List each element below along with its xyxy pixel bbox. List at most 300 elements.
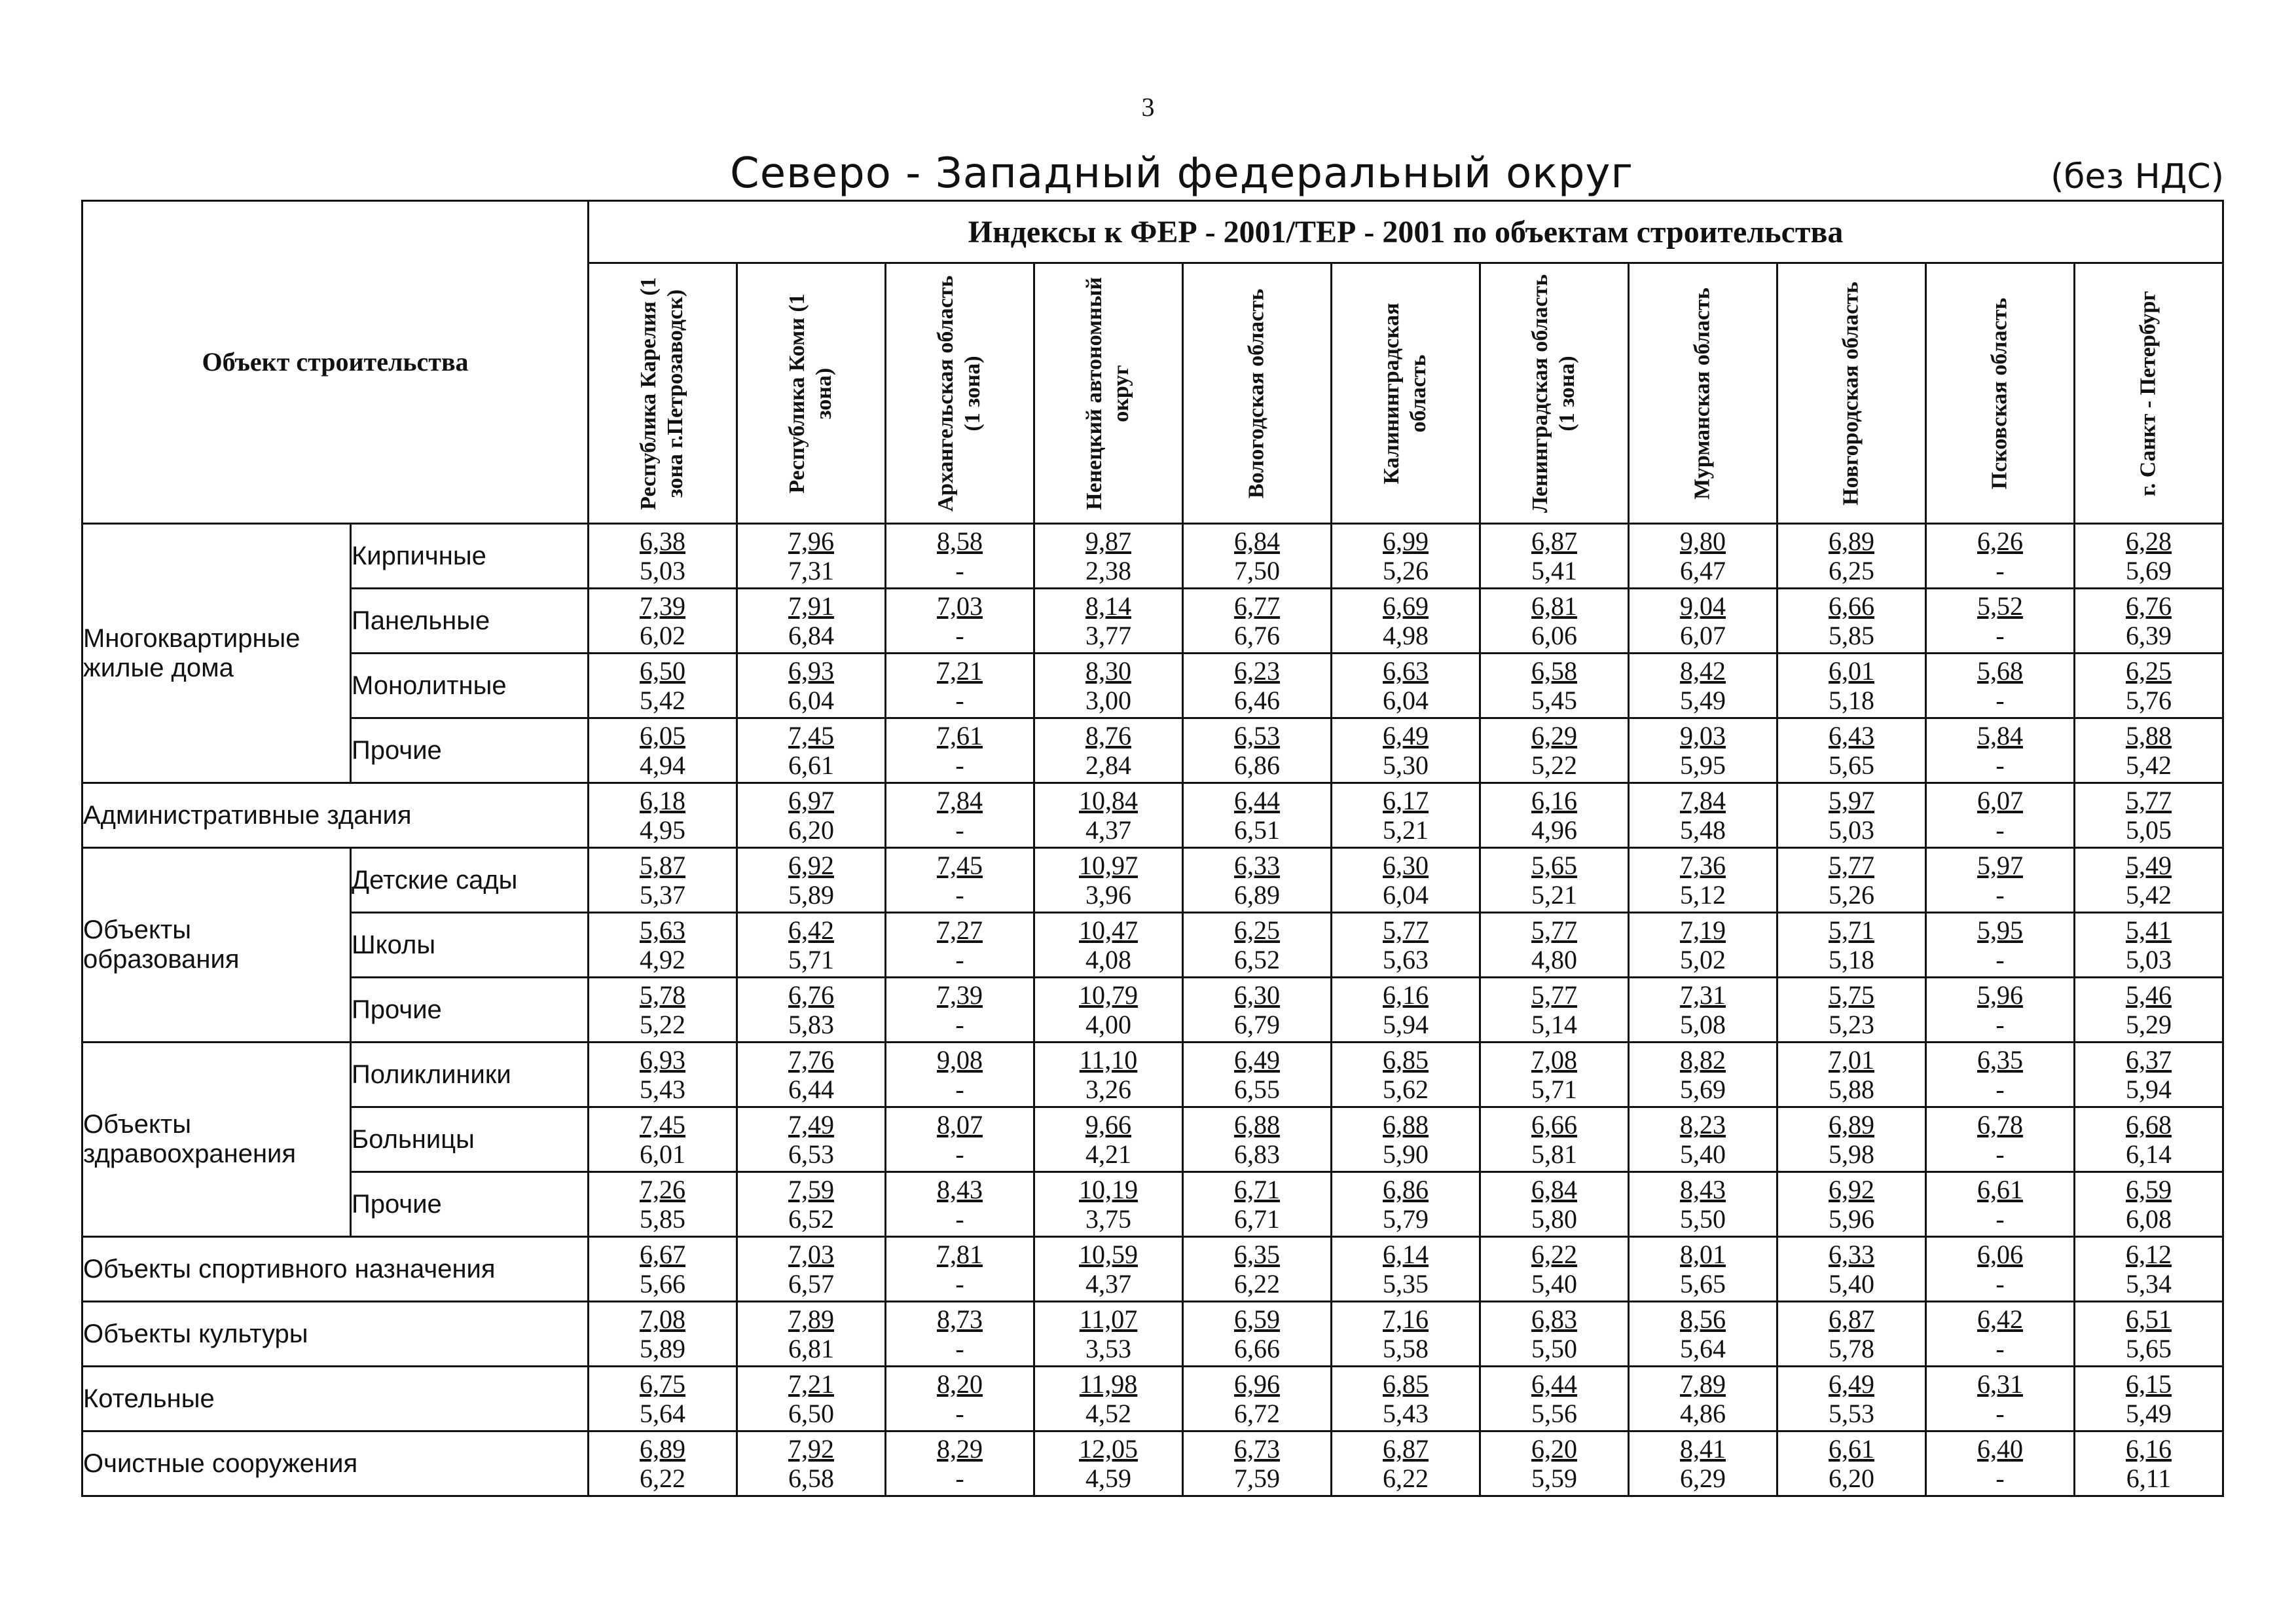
index-cell: [886, 848, 1034, 913]
fer-index-value: 10,19: [1079, 1175, 1139, 1204]
index-cell: [737, 589, 886, 654]
fer-index-value: 6,25: [1234, 915, 1281, 945]
fer-index-value: 6,50: [640, 656, 686, 686]
table-row: [82, 718, 2223, 783]
index-cell: [1480, 718, 1629, 783]
ter-index-value: 5,03: [640, 556, 686, 585]
fer-index-value: 7,08: [640, 1304, 686, 1334]
fer-index-value: 5,87: [640, 851, 686, 880]
fer-index-value: 6,88: [1383, 1110, 1429, 1139]
index-cell: [1777, 654, 1926, 718]
table-row: [82, 1367, 2223, 1431]
fer-index-value: 5,49: [2126, 851, 2172, 880]
ter-index-value: 3,75: [1085, 1204, 1132, 1234]
ter-index-value: 3,26: [1085, 1075, 1132, 1104]
index-cell: [886, 1431, 1034, 1496]
ter-index-value: -: [955, 1075, 964, 1104]
object-subtype: Панельные: [351, 589, 589, 654]
ter-index-value: 5,95: [1680, 750, 1726, 780]
ter-index-value: 5,34: [2126, 1269, 2172, 1299]
ter-index-value: 5,64: [640, 1399, 686, 1428]
ter-index-value: 5,23: [1829, 1010, 1875, 1039]
ter-index-value: -: [955, 621, 964, 650]
index-cell: [1777, 1431, 1926, 1496]
fer-index-value: 5,84: [1977, 721, 2024, 750]
fer-index-value: 5,41: [2126, 915, 2172, 945]
region-header: [589, 263, 737, 524]
ter-index-value: 6,51: [1234, 815, 1281, 845]
fer-index-value: 7,03: [788, 1240, 835, 1269]
table-row: [82, 1043, 2223, 1107]
region-label: Мурманская область: [1690, 287, 1715, 500]
index-cell: [737, 1237, 886, 1302]
ter-index-value: 6,22: [640, 1464, 686, 1493]
index-cell: [1183, 1043, 1332, 1107]
index-cell: [1332, 1043, 1480, 1107]
index-cell: [589, 1172, 737, 1237]
ter-index-value: 5,69: [2126, 556, 2172, 585]
fer-index-value: 6,44: [1531, 1369, 1578, 1399]
ter-index-value: 5,69: [1680, 1075, 1726, 1104]
fer-index-value: 6,15: [2126, 1369, 2172, 1399]
ter-index-value: 6,53: [788, 1139, 835, 1169]
ter-index-value: 6,04: [788, 686, 835, 715]
index-cell: [1183, 848, 1332, 913]
index-cell: [1034, 978, 1183, 1043]
ter-index-value: 5,48: [1680, 815, 1726, 845]
index-cell: [1183, 1172, 1332, 1237]
fer-index-value: 6,16: [1531, 786, 1578, 815]
index-cell: [737, 1107, 886, 1172]
index-cell: [1332, 1172, 1480, 1237]
ter-index-value: 6,22: [1234, 1269, 1281, 1299]
fer-index-value: 6,73: [1234, 1434, 1281, 1464]
ter-index-value: 5,98: [1829, 1139, 1875, 1169]
index-cell: [589, 783, 737, 848]
fer-index-value: 7,76: [788, 1045, 835, 1075]
index-cell: [1480, 913, 1629, 978]
index-cell: [1332, 1107, 1480, 1172]
index-cell: [1183, 1237, 1332, 1302]
region-label: Псковская область: [1987, 297, 2012, 489]
fer-index-value: 7,89: [1680, 1369, 1726, 1399]
fer-index-value: 8,76: [1085, 721, 1132, 750]
region-header: [1034, 263, 1183, 524]
index-cell: [2075, 978, 2223, 1043]
ter-index-value: 4,94: [640, 750, 686, 780]
ter-index-value: 4,37: [1085, 815, 1132, 845]
fer-index-value: 7,84: [1680, 786, 1726, 815]
index-cell: [2075, 783, 2223, 848]
ter-index-value: 6,76: [1234, 621, 1281, 650]
fer-index-value: 6,49: [1829, 1369, 1875, 1399]
ter-index-value: 5,40: [1829, 1269, 1875, 1299]
index-cell: [1034, 1302, 1183, 1367]
ter-index-value: 5,42: [2126, 880, 2172, 910]
ter-index-value: 6,72: [1234, 1399, 1281, 1428]
index-cell: [1777, 848, 1926, 913]
fer-index-value: 7,49: [788, 1110, 835, 1139]
fer-index-value: 10,59: [1079, 1240, 1139, 1269]
index-cell: [886, 978, 1034, 1043]
index-cell: [1480, 1237, 1629, 1302]
ter-index-value: 7,31: [788, 556, 835, 585]
ter-index-value: 6,47: [1680, 556, 1726, 585]
fer-index-value: 9,03: [1680, 721, 1726, 750]
fer-index-value: 9,80: [1680, 526, 1726, 556]
table-body: [82, 524, 2223, 1496]
page-title: Северо - Западный федеральный округ: [730, 149, 1634, 198]
index-cell: [589, 978, 737, 1043]
ter-index-value: 5,22: [640, 1010, 686, 1039]
ter-index-value: 6,44: [788, 1075, 835, 1104]
index-cell: [1926, 783, 2075, 848]
fer-index-value: 5,71: [1829, 915, 1875, 945]
ter-index-value: 6,01: [640, 1139, 686, 1169]
ter-index-value: 6,50: [788, 1399, 835, 1428]
index-cell: [2075, 1302, 2223, 1367]
index-cell: [1777, 1172, 1926, 1237]
index-cell: [737, 848, 886, 913]
fer-index-value: 6,16: [1383, 980, 1429, 1010]
index-cell: [1332, 1237, 1480, 1302]
ter-index-value: 5,65: [1829, 750, 1875, 780]
index-cell: [1034, 654, 1183, 718]
region-header: [737, 263, 886, 524]
fer-index-value: 7,92: [788, 1434, 835, 1464]
fer-index-value: 6,38: [640, 526, 686, 556]
ter-index-value: -: [1995, 1010, 2005, 1039]
index-cell: [1480, 978, 1629, 1043]
object-category: Административные здания: [82, 783, 589, 848]
indices-header: Индексы к ФЕР - 2001/ТЕР - 2001 по объектам строительства: [589, 201, 2223, 263]
index-cell: [1183, 1107, 1332, 1172]
ter-index-value: 5,12: [1680, 880, 1726, 910]
index-cell: [589, 1367, 737, 1431]
fer-index-value: 6,78: [1977, 1110, 2024, 1139]
ter-index-value: -: [955, 1399, 964, 1428]
index-cell: [737, 524, 886, 589]
ter-index-value: 5,42: [640, 686, 686, 715]
ter-index-value: 6,04: [1383, 686, 1429, 715]
region-label: г. Санкт - Петербург: [2136, 290, 2160, 496]
ter-index-value: 5,14: [1531, 1010, 1578, 1039]
index-cell: [589, 654, 737, 718]
object-subtype: Монолитные: [351, 654, 589, 718]
fer-index-value: 7,39: [640, 591, 686, 621]
fer-index-value: 6,93: [640, 1045, 686, 1075]
ter-index-value: 6,25: [1829, 556, 1875, 585]
object-subtype: Прочие: [351, 718, 589, 783]
fer-index-value: 6,01: [1829, 656, 1875, 686]
region-label: Республика Коми (1 зона): [785, 293, 837, 494]
index-cell: [1183, 654, 1332, 718]
index-cell: [1629, 1237, 1777, 1302]
index-cell: [2075, 1107, 2223, 1172]
ter-index-value: 5,90: [1383, 1139, 1429, 1169]
ter-index-value: 4,37: [1085, 1269, 1132, 1299]
index-cell: [1480, 1431, 1629, 1496]
index-cell: [1926, 1043, 2075, 1107]
ter-index-value: 5,26: [1383, 556, 1429, 585]
fer-index-value: 6,89: [1829, 1110, 1875, 1139]
fer-index-value: 6,99: [1383, 526, 1429, 556]
fer-index-value: 8,30: [1085, 656, 1132, 686]
index-cell: [589, 524, 737, 589]
index-cell: [1629, 848, 1777, 913]
fer-index-value: 6,71: [1234, 1175, 1281, 1204]
fer-index-value: 6,75: [640, 1369, 686, 1399]
fer-index-value: 5,77: [1829, 851, 1875, 880]
ter-index-value: -: [955, 556, 964, 585]
fer-index-value: 6,25: [2126, 656, 2172, 686]
index-cell: [737, 978, 886, 1043]
fer-index-value: 5,77: [1531, 915, 1578, 945]
index-cell: [1629, 589, 1777, 654]
fer-index-value: 5,77: [1531, 980, 1578, 1010]
ter-index-value: 5,21: [1383, 815, 1429, 845]
region-header: [1777, 263, 1926, 524]
fer-index-value: 10,97: [1079, 851, 1139, 880]
fer-index-value: 6,92: [788, 851, 835, 880]
ter-index-value: -: [1995, 945, 2005, 974]
fer-index-value: 6,29: [1531, 721, 1578, 750]
ter-index-value: 6,06: [1531, 621, 1578, 650]
ter-index-value: -: [1995, 621, 2005, 650]
index-cell: [1777, 589, 1926, 654]
index-cell: [886, 524, 1034, 589]
fer-index-value: 6,93: [788, 656, 835, 686]
fer-index-value: 7,19: [1680, 915, 1726, 945]
index-cell: [1629, 524, 1777, 589]
fer-index-value: 7,89: [788, 1304, 835, 1334]
ter-index-value: 6,57: [788, 1269, 835, 1299]
table-row: [82, 654, 2223, 718]
ter-index-value: 5,03: [2126, 945, 2172, 974]
index-cell: [589, 848, 737, 913]
index-cell: [886, 1172, 1034, 1237]
index-cell: [1034, 783, 1183, 848]
indices-table: [81, 200, 2224, 1497]
ter-index-value: 6,02: [640, 621, 686, 650]
index-cell: [737, 913, 886, 978]
ter-index-value: 4,52: [1085, 1399, 1132, 1428]
index-cell: [1777, 524, 1926, 589]
fer-index-value: 9,87: [1085, 526, 1132, 556]
fer-index-value: 6,49: [1383, 721, 1429, 750]
fer-index-value: 6,51: [2126, 1304, 2172, 1334]
fer-index-value: 5,68: [1977, 656, 2024, 686]
fer-index-value: 6,22: [1531, 1240, 1578, 1269]
ter-index-value: 5,21: [1531, 880, 1578, 910]
fer-index-value: 6,31: [1977, 1369, 2024, 1399]
index-cell: [2075, 589, 2223, 654]
ter-index-value: 5,80: [1531, 1204, 1578, 1234]
fer-index-value: 5,75: [1829, 980, 1875, 1010]
index-cell: [1183, 589, 1332, 654]
ter-index-value: 5,71: [1531, 1075, 1578, 1104]
fer-index-value: 6,59: [2126, 1175, 2172, 1204]
table-row: [82, 848, 2223, 913]
index-cell: [589, 913, 737, 978]
index-cell: [1183, 913, 1332, 978]
fer-index-value: 7,59: [788, 1175, 835, 1204]
index-cell: [886, 589, 1034, 654]
index-cell: [1926, 1172, 2075, 1237]
ter-index-value: 5,89: [788, 880, 835, 910]
fer-index-value: 7,01: [1829, 1045, 1875, 1075]
fer-index-value: 6,14: [1383, 1240, 1429, 1269]
ter-index-value: 6,46: [1234, 686, 1281, 715]
fer-index-value: 8,29: [937, 1434, 983, 1464]
index-cell: [737, 1043, 886, 1107]
fer-index-value: 7,21: [788, 1369, 835, 1399]
fer-index-value: 9,66: [1085, 1110, 1132, 1139]
fer-index-value: 7,16: [1383, 1304, 1429, 1334]
index-cell: [1480, 589, 1629, 654]
fer-index-value: 6,83: [1531, 1304, 1578, 1334]
index-cell: [1777, 913, 1926, 978]
fer-index-value: 7,96: [788, 526, 835, 556]
ter-index-value: 5,85: [640, 1204, 686, 1234]
index-cell: [1480, 783, 1629, 848]
index-cell: [1629, 1302, 1777, 1367]
fer-index-value: 6,87: [1829, 1304, 1875, 1334]
fer-index-value: 6,87: [1531, 526, 1578, 556]
fer-index-value: 6,30: [1383, 851, 1429, 880]
index-cell: [1926, 1431, 2075, 1496]
fer-index-value: 7,81: [937, 1240, 983, 1269]
object-category: Объекты здравоохранения: [82, 1043, 351, 1237]
index-cell: [1926, 718, 2075, 783]
fer-index-value: 5,96: [1977, 980, 2024, 1010]
index-cell: [2075, 654, 2223, 718]
ter-index-value: 5,89: [640, 1334, 686, 1363]
region-header: [1332, 263, 1480, 524]
ter-index-value: -: [955, 880, 964, 910]
index-cell: [589, 1043, 737, 1107]
index-cell: [2075, 848, 2223, 913]
fer-index-value: 8,43: [937, 1175, 983, 1204]
index-cell: [1183, 718, 1332, 783]
index-cell: [1480, 1107, 1629, 1172]
index-cell: [1926, 913, 2075, 978]
index-cell: [886, 783, 1034, 848]
ter-index-value: -: [1995, 815, 2005, 845]
index-cell: [1480, 524, 1629, 589]
table-row: [82, 1107, 2223, 1172]
ter-index-value: 6,79: [1234, 1010, 1281, 1039]
object-category: Объекты образования: [82, 848, 351, 1043]
fer-index-value: 6,88: [1234, 1110, 1281, 1139]
fer-index-value: 6,26: [1977, 526, 2024, 556]
index-cell: [1777, 1302, 1926, 1367]
ter-index-value: 5,79: [1383, 1204, 1429, 1234]
index-cell: [1629, 1431, 1777, 1496]
fer-index-value: 6,28: [2126, 526, 2172, 556]
ter-index-value: 5,49: [1680, 686, 1726, 715]
ter-index-value: 2,84: [1085, 750, 1132, 780]
ter-index-value: -: [955, 750, 964, 780]
fer-index-value: 7,39: [937, 980, 983, 1010]
index-cell: [2075, 1237, 2223, 1302]
ter-index-value: -: [1995, 1139, 2005, 1169]
index-cell: [1926, 654, 2075, 718]
ter-index-value: -: [955, 1139, 964, 1169]
ter-index-value: 6,39: [2126, 621, 2172, 650]
index-cell: [1629, 654, 1777, 718]
index-cell: [737, 1431, 886, 1496]
ter-index-value: -: [955, 1204, 964, 1234]
fer-index-value: 6,40: [1977, 1434, 2024, 1464]
ter-index-value: 5,18: [1829, 686, 1875, 715]
fer-index-value: 6,30: [1234, 980, 1281, 1010]
index-cell: [589, 718, 737, 783]
ter-index-value: 5,88: [1829, 1075, 1875, 1104]
object-subtype: Школы: [351, 913, 589, 978]
fer-index-value: 6,05: [640, 721, 686, 750]
index-cell: [1183, 1302, 1332, 1367]
fer-index-value: 6,43: [1829, 721, 1875, 750]
ter-index-value: 6,14: [2126, 1139, 2172, 1169]
ter-index-value: -: [1995, 1204, 2005, 1234]
region-label: Ненецкий автономный округ: [1082, 276, 1134, 510]
fer-index-value: 8,43: [1680, 1175, 1726, 1204]
fer-index-value: 6,76: [788, 980, 835, 1010]
region-label: Республика Карелия (1 зона г.Петрозаводск): [636, 276, 688, 510]
fer-index-value: 12,05: [1079, 1434, 1139, 1464]
table-row: [82, 1172, 2223, 1237]
ter-index-value: 3,96: [1085, 880, 1132, 910]
index-cell: [1332, 848, 1480, 913]
ter-index-value: 6,89: [1234, 880, 1281, 910]
ter-index-value: 5,96: [1829, 1204, 1875, 1234]
object-category: Очистные сооружения: [82, 1431, 589, 1496]
ter-index-value: -: [955, 945, 964, 974]
index-cell: [589, 1107, 737, 1172]
ter-index-value: -: [1995, 1334, 2005, 1363]
fer-index-value: 5,77: [2126, 786, 2172, 815]
fer-index-value: 5,97: [1829, 786, 1875, 815]
ter-index-value: 4,21: [1085, 1139, 1132, 1169]
table-row: [82, 1431, 2223, 1496]
fer-index-value: 5,65: [1531, 851, 1578, 880]
ter-index-value: 6,55: [1234, 1075, 1281, 1104]
fer-index-value: 10,84: [1079, 786, 1139, 815]
index-cell: [2075, 913, 2223, 978]
index-cell: [886, 718, 1034, 783]
ter-index-value: 6,52: [1234, 945, 1281, 974]
fer-index-value: 7,26: [640, 1175, 686, 1204]
index-cell: [737, 654, 886, 718]
index-cell: [1926, 1367, 2075, 1431]
fer-index-value: 6,89: [640, 1434, 686, 1464]
object-subtype: Больницы: [351, 1107, 589, 1172]
ter-index-value: 5,71: [788, 945, 835, 974]
fer-index-value: 6,16: [2126, 1434, 2172, 1464]
fer-index-value: 6,68: [2126, 1110, 2172, 1139]
fer-index-value: 6,84: [1531, 1175, 1578, 1204]
ter-index-value: 5,22: [1531, 750, 1578, 780]
index-cell: [1034, 1431, 1183, 1496]
index-cell: [1926, 848, 2075, 913]
fer-index-value: 6,81: [1531, 591, 1578, 621]
fer-index-value: 6,69: [1383, 591, 1429, 621]
fer-index-value: 7,21: [937, 656, 983, 686]
fer-index-value: 6,18: [640, 786, 686, 815]
ter-index-value: -: [955, 1334, 964, 1363]
ter-index-value: 6,04: [1383, 880, 1429, 910]
